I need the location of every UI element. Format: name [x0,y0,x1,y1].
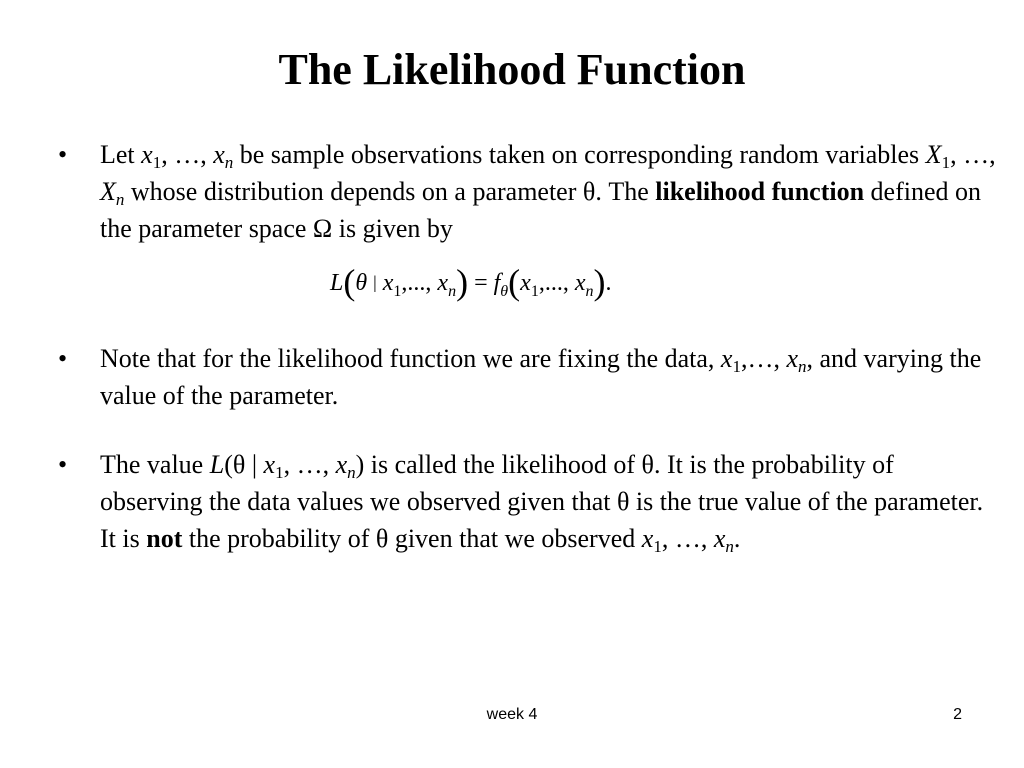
footer-week-label: week 4 [486,706,538,723]
var-x: x [141,140,153,169]
bullet-marker: • [58,450,68,479]
bullet-item-likelihood-value [58,446,998,557]
term-likelihood-function: likelihood function [655,177,865,206]
var-X: X [100,177,116,206]
emphasis-not: not [146,524,183,553]
bullet-text: Note that for the likelihood function we are fixing the data, $x_1,\dots$, $x_n$, and varying the value of the parameter. [100,344,982,410]
slide-title: The Likelihood Function [278,45,746,94]
bullet-text: Let $x_1$, …, $x_n$ be sample observations taken on corresponding random variables $X_1$, …, $X_n$ whose distribution depends on a parameter θ. The likelihood function defined on the parameter space Ω is given by [100,140,996,243]
bullet-item-definition [58,136,998,247]
bullet-text: The value L(θ | $x_1$, …, $x_n$) is called the likelihood of θ. It is the probability of observing the data values we observed given that θ is the true value of the parameter. It is not the probability of θ given that we observed $x_1$, …, $x_n$. [100,450,984,556]
likelihood-formula: L(θ | $x_1$,..., $x_n) = f_\theta(x_1$,..., $x_n$). [330,262,612,302]
var-X: X [925,140,942,169]
var-x: x [213,140,225,169]
bullet-item-fixing-data [58,340,998,414]
bullet-marker: • [58,344,68,373]
bullet-marker: • [58,140,68,169]
page-number: 2 [953,706,962,723]
